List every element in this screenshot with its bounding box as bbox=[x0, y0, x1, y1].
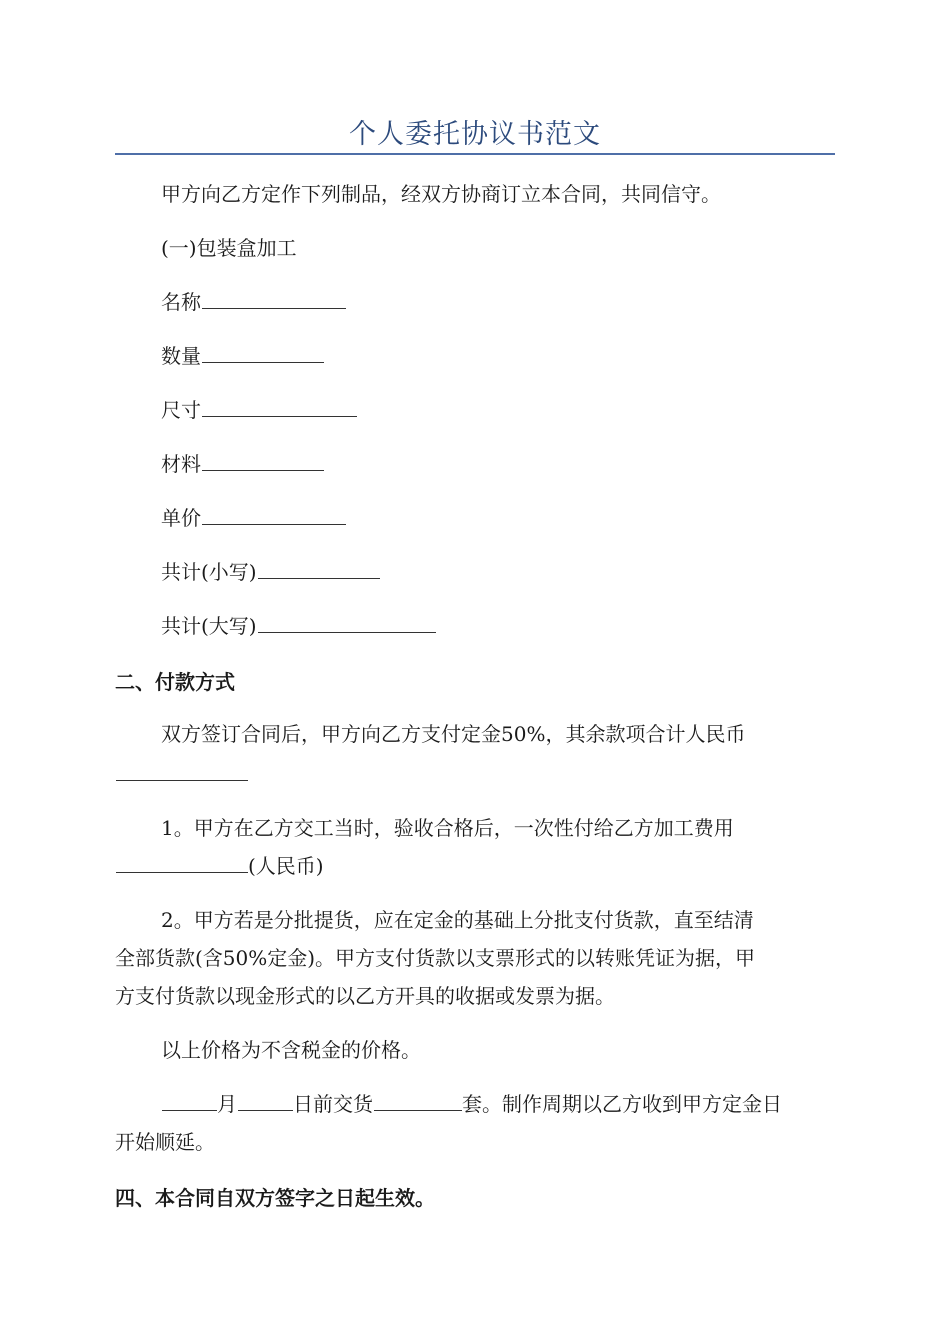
delivery-day-label: 日前交货 bbox=[293, 1092, 373, 1116]
delivery-line1 bbox=[115, 1088, 835, 1120]
field-name bbox=[115, 286, 835, 318]
field-label: 数量 bbox=[161, 344, 201, 368]
payment-item1-line2 bbox=[115, 850, 835, 882]
price-note: 以上价格为不含税金的价格。 bbox=[161, 1038, 421, 1062]
field-material bbox=[115, 448, 835, 480]
field-label: 单价 bbox=[161, 506, 201, 530]
blank-line bbox=[258, 612, 436, 633]
blank-line bbox=[202, 450, 324, 471]
blank-line bbox=[202, 342, 324, 363]
blank-line bbox=[202, 504, 346, 525]
blank-line bbox=[162, 1090, 217, 1111]
blank-line bbox=[116, 852, 248, 873]
currency-note: (人民币) bbox=[248, 854, 324, 878]
delivery-rest-text: 套。制作周期以乙方收到甲方定金日 bbox=[462, 1092, 782, 1116]
payment-paragraph: 双方签订合同后，甲方向乙方支付定金50%，其余款项合计人民币 bbox=[161, 722, 746, 746]
field-label: 尺寸 bbox=[161, 398, 201, 422]
payment-item2-line2: 全部货款(含50%定金)。甲方支付货款以支票形式的以转账凭证为据，甲 bbox=[115, 946, 756, 970]
document-title: 个人委托协议书范文 bbox=[349, 119, 601, 150]
title-underline bbox=[115, 153, 835, 155]
field-label: 共计(大写) bbox=[161, 614, 257, 638]
blank-line bbox=[202, 396, 357, 417]
blank-line bbox=[374, 1090, 462, 1111]
payment-item2-line1: 2。甲方若是分批提货，应在定金的基础上分批支付货款，直至结清 bbox=[161, 908, 754, 932]
payment-item2-line3: 方支付货款以现金形式的以乙方开具的收据或发票为据。 bbox=[115, 984, 615, 1008]
field-total-upper bbox=[115, 610, 835, 642]
field-label: 名称 bbox=[161, 290, 201, 314]
blank-line bbox=[116, 760, 248, 781]
section4-heading: 四、本合同自双方签字之日起生效。 bbox=[115, 1186, 435, 1210]
field-label: 共计(小写) bbox=[161, 560, 257, 584]
delivery-month-label: 月 bbox=[217, 1092, 237, 1116]
blank-line bbox=[202, 288, 346, 309]
blank-line bbox=[238, 1090, 293, 1111]
payment-blank-row bbox=[115, 758, 835, 790]
blank-line bbox=[258, 558, 380, 579]
field-unit-price bbox=[115, 502, 835, 534]
intro-paragraph: 甲方向乙方定作下列制品，经双方协商订立本合同，共同信守。 bbox=[161, 182, 721, 206]
payment-item1-line1: 1。甲方在乙方交工当时，验收合格后，一次性付给乙方加工费用 bbox=[161, 816, 734, 840]
section2-heading: 二、付款方式 bbox=[115, 670, 235, 694]
field-size bbox=[115, 394, 835, 426]
field-total-lower bbox=[115, 556, 835, 588]
field-label: 材料 bbox=[161, 452, 201, 476]
section1-heading: (一)包装盒加工 bbox=[161, 236, 297, 260]
delivery-line2: 开始顺延。 bbox=[115, 1130, 215, 1154]
field-quantity bbox=[115, 340, 835, 372]
